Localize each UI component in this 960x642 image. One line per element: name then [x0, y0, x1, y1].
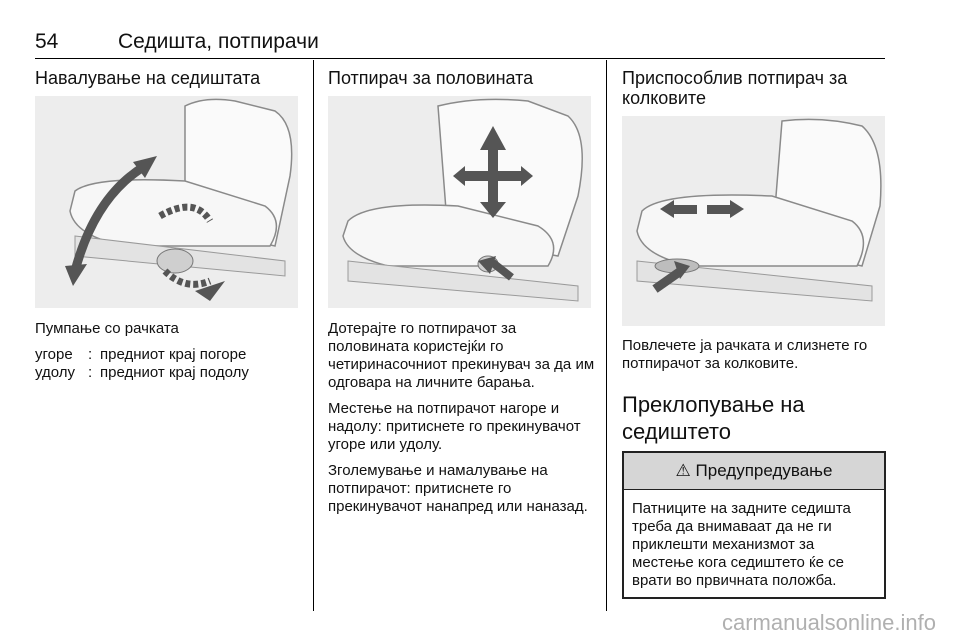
warning-box — [622, 451, 886, 599]
column-seat-tilt — [35, 60, 300, 88]
seat-tilt-illustration — [35, 96, 298, 308]
page-number: 54 — [35, 30, 59, 53]
row-value: предниот крај погоре — [100, 346, 247, 363]
section-title: Седишта, потпирачи — [118, 30, 319, 53]
lumbar-paragraph-3: Зголемување и намалување на потпирачот: притиснете го прекинувачот нанапред или наназад. — [328, 462, 588, 515]
seat-tilt-caption: Пумпање со рачката — [35, 320, 179, 337]
thigh-heading: Приспособлив потпирач за колковите — [622, 68, 848, 108]
lumbar-heading: Потпирач за половината — [328, 68, 534, 88]
seat-fold-heading: Преклопување на седиштето — [622, 392, 805, 444]
watermark: carmanualsonline.info — [721, 610, 936, 635]
list-item — [35, 364, 75, 381]
row-separator: : — [88, 364, 93, 381]
column-thigh — [622, 60, 887, 108]
thigh-support-illustration — [622, 116, 885, 326]
row-separator: : — [88, 346, 93, 363]
row-key: удолу — [35, 364, 76, 381]
lumbar-illustration — [328, 96, 591, 308]
lumbar-paragraph-1: Дотерајте го потпирачот за половината користејќи го четиринасочниот прекинувач за да им одговара на личните барања. — [328, 320, 595, 391]
warning-header — [624, 453, 884, 490]
thigh-text — [622, 337, 887, 445]
row-value: предниот крај подолу — [100, 364, 249, 381]
warning-icon: ⚠ — [675, 461, 691, 480]
warning-text: Патниците на задните седишта треба да внимаваат да не ги приклешти механизмот за местење кога седиштето ќе се врати во првичната положба. — [632, 500, 851, 589]
list-item — [35, 346, 73, 363]
header-rule — [35, 58, 885, 59]
column-lumbar — [328, 60, 598, 88]
lumbar-paragraph-2: Местење на потпирачот нагоре и надолу: притиснете го прекинувачот угоре или удолу. — [328, 400, 581, 453]
lumbar-text — [328, 320, 598, 516]
warning-title: Предупредување — [695, 461, 833, 480]
thigh-paragraph: Повлечете ја рачката и слизнете го потпирачот за колковите. — [622, 337, 868, 372]
row-key: угоре — [35, 346, 73, 363]
column-divider-1 — [313, 60, 314, 611]
seat-tilt-heading: Навалување на седиштата — [35, 68, 261, 88]
column-divider-2 — [606, 60, 607, 611]
seat-tilt-text — [35, 320, 300, 338]
